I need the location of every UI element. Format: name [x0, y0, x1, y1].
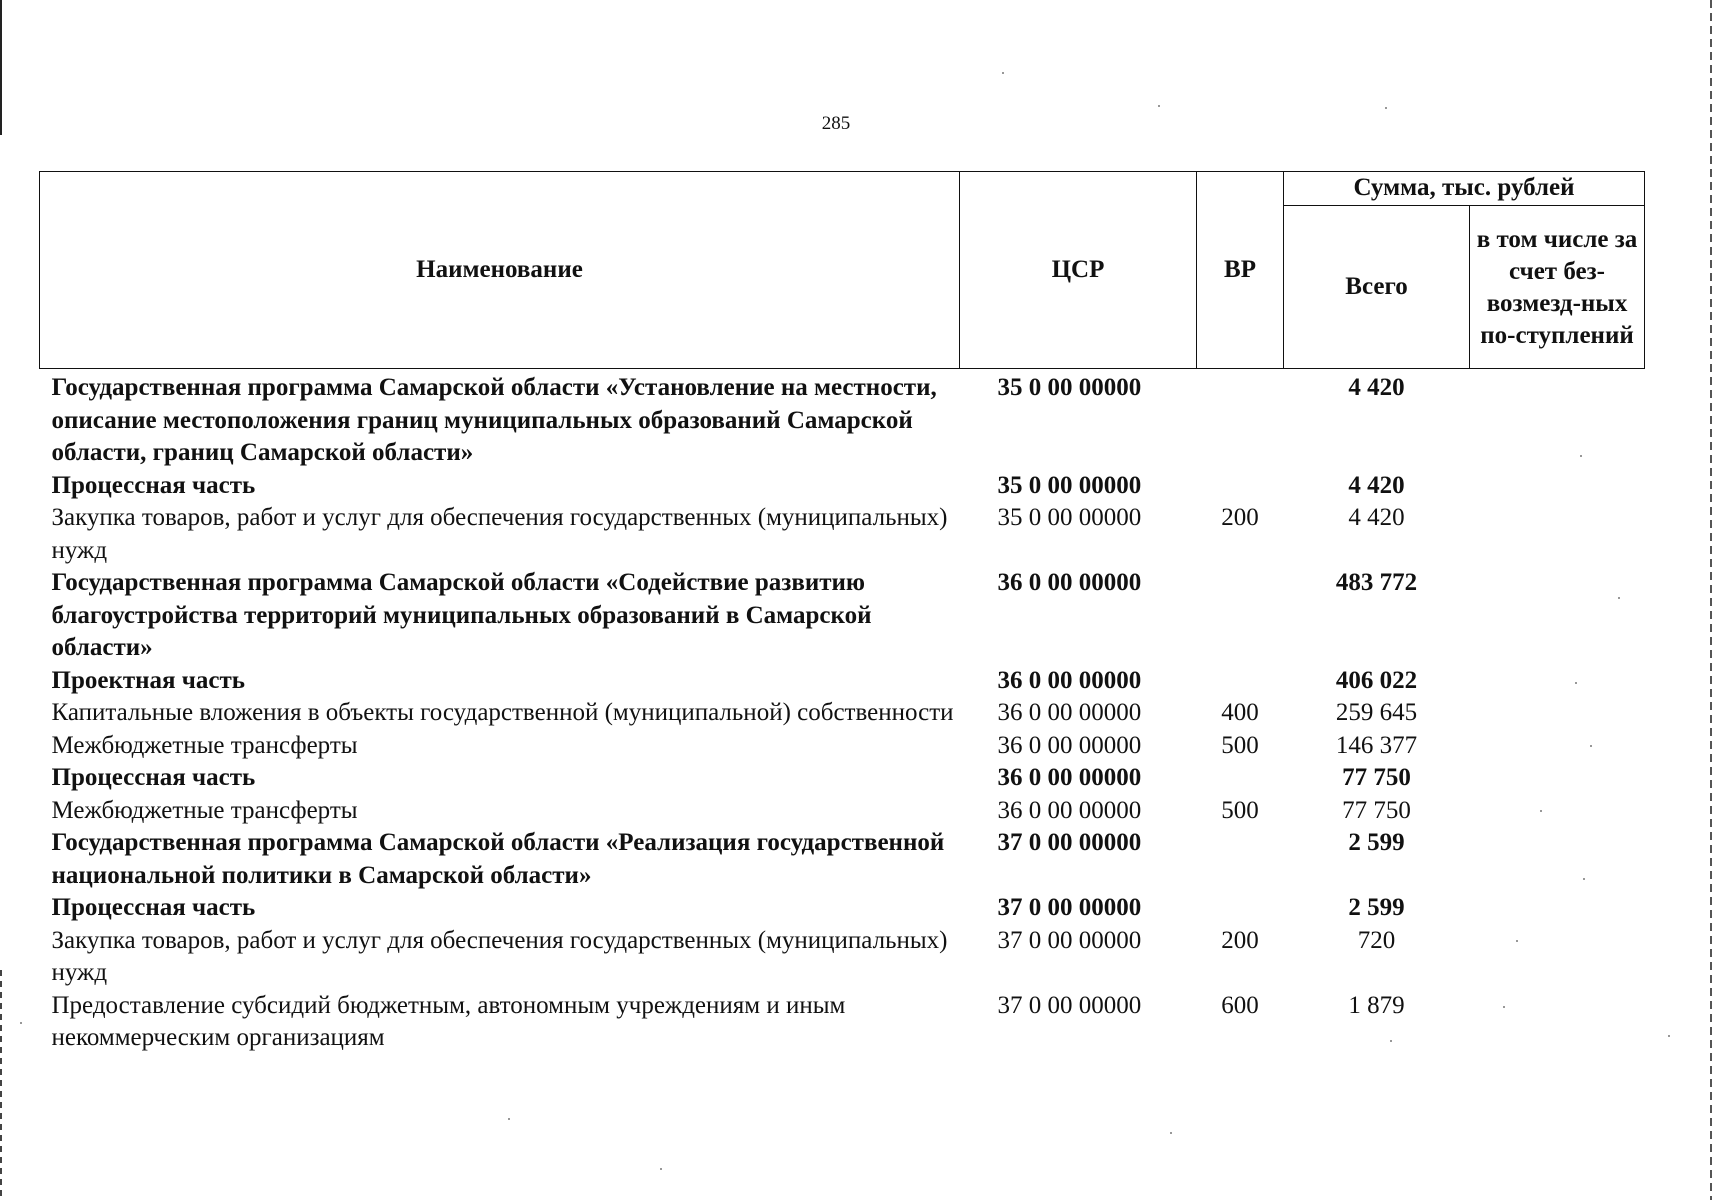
header-vr: ВР	[1197, 172, 1284, 369]
table-row	[40, 795, 1645, 828]
cell-vr	[1197, 665, 1284, 698]
cell-name: Государственная программа Самарской области «Установление на местности, описание местоположения границ муниципальных образований Самарской области, границ Самарской области»	[51, 374, 937, 466]
cell-total: 77 750	[1342, 764, 1411, 791]
cell-vr	[1197, 827, 1284, 892]
cell-csr: 36 0 00 00000	[997, 731, 1142, 759]
cell-total: 483 772	[1335, 569, 1418, 596]
scan-speck	[1590, 745, 1592, 747]
cell-vr: 200	[1221, 926, 1259, 954]
scan-speck	[1580, 455, 1582, 457]
cell-vr: 400	[1221, 699, 1259, 726]
table-body	[40, 369, 1645, 1055]
table-row	[40, 892, 1645, 925]
cell-name: Процессная часть	[51, 471, 256, 499]
scan-speck	[1002, 72, 1004, 74]
cell-including	[1470, 925, 1645, 990]
cell-name: Предоставление субсидий бюджетным, автономным учреждениям и иным некоммерческим организациям	[51, 991, 846, 1051]
table-row	[40, 697, 1645, 730]
cell-including	[1470, 567, 1645, 665]
cell-csr: 36 0 00 00000	[997, 764, 1142, 791]
header-csr: ЦСР	[960, 172, 1197, 369]
cell-total: 720	[1357, 926, 1396, 954]
scan-speck	[1170, 1132, 1172, 1134]
cell-total: 2 599	[1348, 829, 1405, 856]
cell-vr: 500	[1221, 796, 1259, 824]
page-number: 285	[821, 113, 851, 134]
cell-name: Процессная часть	[51, 894, 256, 921]
table-row	[40, 827, 1645, 892]
cell-total: 4 420	[1348, 504, 1405, 531]
table-row	[40, 730, 1645, 763]
scan-speck	[1503, 1006, 1505, 1008]
cell-name: Государственная программа Самарской области «Содействие развитию благоустройства территорий муниципальных образований в Самарской области»	[51, 569, 872, 661]
table-row	[40, 665, 1645, 698]
cell-vr	[1197, 892, 1284, 925]
cell-total: 2 599	[1348, 894, 1405, 921]
cell-including	[1470, 990, 1645, 1055]
scan-speck	[1583, 878, 1585, 880]
table-row	[40, 470, 1645, 503]
cell-csr: 37 0 00 00000	[997, 991, 1142, 1019]
cell-total: 259 645	[1335, 699, 1418, 726]
scan-speck	[1575, 682, 1577, 684]
scan-speck	[1618, 597, 1620, 599]
cell-including	[1470, 665, 1645, 698]
header-including: в том числе за счет без-возмезд-ных по-ступлений	[1470, 206, 1645, 369]
scan-speck	[1390, 1040, 1392, 1042]
cell-including	[1470, 795, 1645, 828]
table-row	[40, 925, 1645, 990]
scan-speck	[1540, 810, 1542, 812]
cell-csr: 37 0 00 00000	[997, 894, 1142, 921]
cell-csr: 35 0 00 00000	[997, 374, 1142, 401]
cell-vr: 200	[1221, 504, 1259, 531]
budget-table	[39, 171, 1645, 1055]
table-header	[40, 172, 1645, 369]
cell-total: 146 377	[1335, 731, 1418, 759]
cell-including	[1470, 892, 1645, 925]
cell-including	[1470, 369, 1645, 470]
cell-total: 77 750	[1342, 796, 1411, 824]
cell-including	[1470, 762, 1645, 795]
cell-csr: 36 0 00 00000	[997, 796, 1142, 824]
cell-including	[1470, 827, 1645, 892]
cell-name: Закупка товаров, работ и услуг для обеспечения государственных (муниципальных) нужд	[51, 504, 948, 564]
cell-total: 4 420	[1348, 471, 1405, 499]
cell-vr	[1197, 567, 1284, 665]
table-row	[40, 990, 1645, 1055]
cell-vr: 600	[1221, 991, 1259, 1019]
scan-speck	[660, 1168, 662, 1170]
header-sum: Сумма, тыс. рублей	[1284, 172, 1645, 206]
cell-vr: 500	[1221, 731, 1259, 759]
cell-csr: 35 0 00 00000	[997, 504, 1142, 531]
table-row	[40, 369, 1645, 470]
scan-speck	[1385, 107, 1387, 109]
cell-total: 4 420	[1348, 374, 1405, 401]
cell-csr: 35 0 00 00000	[997, 471, 1142, 499]
cell-name: Процессная часть	[51, 764, 256, 791]
cell-including	[1470, 697, 1645, 730]
header-total: Всего	[1284, 206, 1470, 369]
scan-border-left-lower	[0, 970, 2, 1200]
table-row	[40, 567, 1645, 665]
cell-name: Закупка товаров, работ и услуг для обеспечения государственных (муниципальных) нужд	[51, 926, 948, 986]
cell-vr	[1197, 470, 1284, 503]
cell-including	[1470, 502, 1645, 567]
cell-vr	[1197, 369, 1284, 470]
cell-name: Межбюджетные трансферты	[51, 731, 358, 759]
cell-csr: 36 0 00 00000	[997, 569, 1142, 596]
cell-name: Проектная часть	[51, 666, 246, 694]
cell-name: Государственная программа Самарской области «Реализация государственной национальной политики в Самарской области»	[51, 829, 945, 889]
cell-csr: 36 0 00 00000	[997, 666, 1142, 694]
cell-name: Капитальные вложения в объекты государственной (муниципальной) собственности	[51, 699, 954, 726]
scan-speck	[1516, 940, 1518, 942]
cell-csr: 37 0 00 00000	[997, 829, 1142, 856]
cell-csr: 37 0 00 00000	[997, 926, 1142, 954]
cell-including	[1470, 470, 1645, 503]
cell-total: 406 022	[1335, 666, 1418, 694]
cell-csr: 36 0 00 00000	[997, 699, 1142, 726]
header-name: Наименование	[40, 172, 960, 369]
scan-speck	[508, 1118, 510, 1120]
table-row	[40, 762, 1645, 795]
cell-including	[1470, 730, 1645, 763]
scan-speck	[1668, 1035, 1670, 1037]
table-row	[40, 502, 1645, 567]
cell-name: Межбюджетные трансферты	[51, 796, 358, 824]
scan-speck	[1158, 105, 1160, 107]
cell-total: 1 879	[1348, 991, 1405, 1019]
cell-vr	[1197, 762, 1284, 795]
scan-speck	[20, 1022, 22, 1024]
